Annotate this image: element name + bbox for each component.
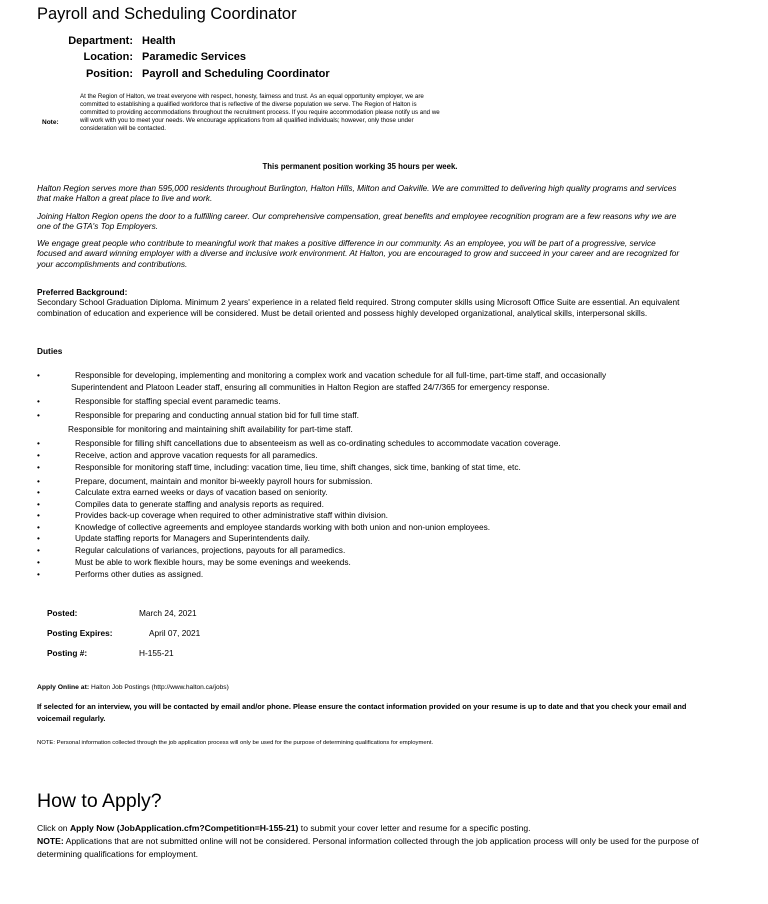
expires-label: Posting Expires: <box>47 628 113 638</box>
background-heading: Preferred Background: <box>37 287 128 297</box>
duty-item: Provides back-up coverage when required to other administrative staff within division. <box>75 510 388 520</box>
bullet-icon: • <box>37 499 40 509</box>
bullet-icon: • <box>37 569 40 579</box>
posting-number-label: Posting #: <box>47 648 88 658</box>
duty-item: Superintendent and Platoon Leader staff, ensuring all communities in Halton Region are staffed 24/7/365 for emergency response. <box>71 382 550 392</box>
duty-item: Responsible for monitoring staff time, including: vacation time, lieu time, shift changes, sick time, banking of stat time, etc. <box>75 462 521 472</box>
bullet-icon: • <box>37 396 40 406</box>
location-label: Location: <box>83 51 133 63</box>
duty-item: Responsible for preparing and conducting annual station bid for full time staff. <box>75 410 359 420</box>
location-value: Paramedic Services <box>142 51 246 63</box>
duty-item: Update staffing reports for Managers and Superintendents daily. <box>75 533 310 543</box>
intro-paragraph: We engage great people who contribute to meaningful work that makes a positive difference in our community. As an employee, you will be part of a progressive, service focused and award winning employer with a diverse and inclusive work environment. At Halton, you are encouraged to grow and succeed in your career and are recognized for your accomplishments and contributions. <box>37 238 680 269</box>
bullet-icon: • <box>37 370 40 380</box>
intro-paragraph: Halton Region serves more than 595,000 residents throughout Burlington, Halton Hills, Milton and Oakville. We are committed to delivering high quality programs and services that make Halton a great place to live and work. <box>37 183 677 204</box>
duty-item: Must be able to work flexible hours, may be some evenings and weekends. <box>75 557 351 567</box>
duty-item: Responsible for monitoring and maintaining shift availability for part-time staff. <box>68 424 353 434</box>
privacy-note: NOTE: Personal information collected through the job application process will only be used for the purpose of determining qualifications for employment. <box>37 740 434 746</box>
bullet-icon: • <box>37 476 40 486</box>
posting-number: H-155-21 <box>139 648 174 658</box>
bullet-icon: • <box>37 545 40 555</box>
duty-item: Prepare, document, maintain and monitor bi-weekly payroll hours for submission. <box>75 476 373 486</box>
apply-note-text: Applications that are not submitted online will not be considered. Personal information collected through the job application process will only be used for the purpose of determining qualifications for employment. <box>37 836 699 859</box>
interview-notice: If selected for an interview, you will be contacted by email and/or phone. Please ensure the contact information provided on your resume is up to date and that you check your email and voicemail regularly. <box>37 702 687 723</box>
apply-now-link[interactable]: Apply Now (JobApplication.cfm?Competition=H-155-21) <box>69 823 299 833</box>
note-text: At the Region of Halton, we treat everyone with respect, honesty, fairness and trust. As an equal opportunity employer, we are committed to establishing a qualified workforce that is reflective of the diverse population we serve. The Region of Halton is committed to providing accommodations throughout the recruitment process. If you require accommodation please notify us and we will work with you to meet your needs. We encourage applications from all qualified individuals; however, only those under consideration will be contacted. <box>80 93 440 132</box>
duty-item: Knowledge of collective agreements and employee standards working with both union and non-union employees. <box>75 522 491 532</box>
apply-online <box>37 684 229 691</box>
background-text: Secondary School Graduation Diploma. Minimum 2 years' experience in a related field required. Strong computer skills using Microsoft Office Suite are essential. An equivalent combination of education and experience will be considered. Must be detail oriented and possess highly developed organizational, analytical skills, interpersonal skills. <box>37 297 680 318</box>
duty-item: Receive, action and approve vacation requests for all paramedics. <box>75 450 318 460</box>
apply-online-link[interactable]: Halton Job Postings (http://www.halton.ca/jobs) <box>90 684 229 691</box>
permanent-statement: This permanent position working 35 hours per week. <box>262 162 458 171</box>
how-to-apply-heading: How to Apply? <box>37 790 162 812</box>
position-label: Position: <box>85 68 133 80</box>
bullet-icon: • <box>37 410 40 420</box>
department-value: Health <box>142 35 176 47</box>
bullet-icon: • <box>37 487 40 497</box>
department-label: Department: <box>68 35 133 47</box>
posted-date: March 24, 2021 <box>139 608 197 618</box>
bullet-icon: • <box>37 510 40 520</box>
bullet-icon: • <box>37 462 40 472</box>
duty-item: Responsible for developing, implementing and monitoring a complex work and vacation schedule for all full-time, part-time staff, and occasionally <box>75 370 607 380</box>
apply-online-label: Apply Online at: <box>37 684 90 691</box>
page-title: Payroll and Scheduling Coordinator <box>37 5 297 23</box>
apply-prefix: Click on <box>37 823 70 833</box>
expires-date: April 07, 2021 <box>149 628 201 638</box>
position-value: Payroll and Scheduling Coordinator <box>142 68 330 80</box>
posted-label: Posted: <box>47 608 78 618</box>
bullet-icon: • <box>37 438 40 448</box>
how-to-apply-text <box>37 822 707 861</box>
apply-suffix: to submit your cover letter and resume for a specific posting. <box>298 823 531 833</box>
bullet-icon: • <box>37 557 40 567</box>
bullet-icon: • <box>37 522 40 532</box>
duty-item: Responsible for filling shift cancellations due to absenteeism as well as co-ordinating schedules to accommodate vacation coverage. <box>75 438 561 448</box>
duty-item: Performs other duties as assigned. <box>75 569 204 579</box>
bullet-icon: • <box>37 450 40 460</box>
duties-heading: Duties <box>37 346 63 356</box>
duty-item: Responsible for staffing special event paramedic teams. <box>75 396 281 406</box>
duty-item: Compiles data to generate staffing and analysis reports as required. <box>75 499 324 509</box>
bullet-icon: • <box>37 533 40 543</box>
note-label: Note: <box>42 119 59 126</box>
intro-paragraph: Joining Halton Region opens the door to a fulfilling career. Our comprehensive compensation, great benefits and employee recognition program are a few reasons why we are one of the GTA's Top Employers. <box>37 211 677 232</box>
duty-item: Calculate extra earned weeks or days of vacation based on seniority. <box>75 487 328 497</box>
duty-item: Regular calculations of variances, projections, payouts for all paramedics. <box>75 545 346 555</box>
apply-note-label: NOTE: <box>37 836 64 846</box>
